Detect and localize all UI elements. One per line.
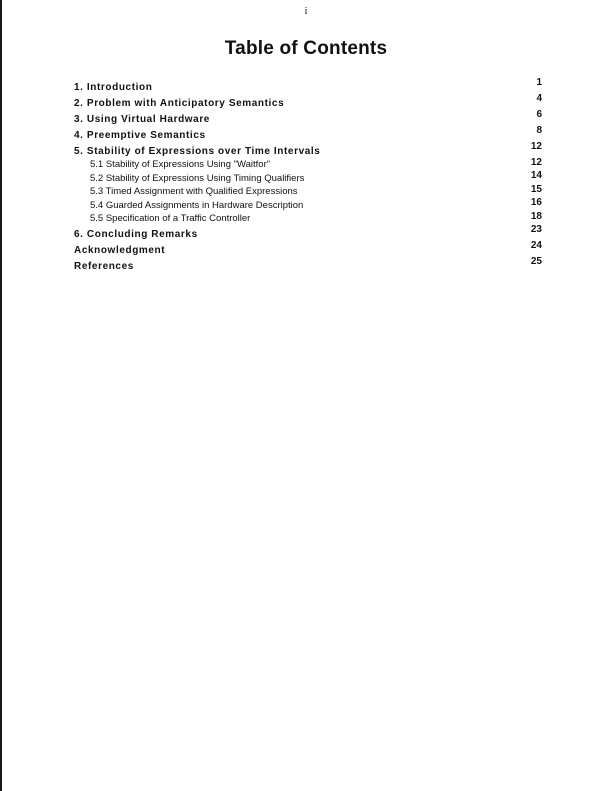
toc-entry-page: 4	[536, 93, 542, 104]
toc-subentry-5-5	[74, 211, 542, 224]
toc-entry-page: 15	[530, 183, 542, 195]
toc-subentry-5-1	[74, 157, 542, 170]
toc-subentry-5-2	[74, 170, 542, 183]
toc-entry-concluding-remarks	[74, 224, 542, 240]
toc-entry-page: 23	[530, 223, 542, 235]
toc-entry-label: 3. Using Virtual Hardware	[74, 114, 210, 125]
toc-entry-label: References	[74, 260, 134, 272]
toc-list	[74, 77, 542, 272]
toc-entry-page: 6	[536, 109, 542, 120]
toc-entry-page: 16	[530, 197, 542, 209]
toc-entry-stability	[74, 141, 542, 157]
page-number: i	[304, 6, 308, 17]
toc-entry-problem-anticipatory	[74, 93, 542, 109]
toc-entry-label: 2. Problem with Anticipatory Semantics	[74, 98, 285, 109]
toc-entry-page: 14	[530, 170, 542, 182]
toc-entry-label: 5.4 Guarded Assignments in Hardware Description	[90, 199, 304, 211]
toc-entry-references	[74, 256, 542, 272]
toc-entry-label: 5.2 Stability of Expressions Using Timing Qualifiers	[90, 172, 305, 184]
toc-entry-preemptive-semantics	[74, 125, 542, 141]
toc-entry-page: 8	[536, 125, 542, 136]
toc-entry-virtual-hardware	[74, 109, 542, 125]
toc-subentry-5-3	[74, 184, 542, 197]
toc-entry-page: 24	[530, 239, 542, 251]
toc-entry-page: 12	[530, 141, 542, 152]
toc-entry-label: Acknowledgment	[74, 244, 166, 256]
toc-entry-page: 12	[530, 157, 542, 168]
toc-entry-label: 5.3 Timed Assignment with Qualified Expressions	[90, 186, 298, 198]
toc-entry-page: 25	[530, 255, 542, 267]
toc-entry-label: 6. Concluding Remarks	[74, 228, 198, 240]
toc-entry-label: 4. Preemptive Semantics	[74, 130, 206, 141]
toc-entry-label: 1. Introduction	[74, 82, 153, 93]
toc-entry-label: 5. Stability of Expressions over Time Intervals	[74, 146, 321, 157]
page-title: Table of Contents	[224, 38, 388, 59]
scan-left-edge	[0, 0, 2, 791]
toc-entry-introduction	[74, 77, 542, 93]
toc-entry-page: 18	[530, 210, 542, 222]
toc-subentry-5-4	[74, 197, 542, 210]
toc-entry-label: 5.1 Stability of Expressions Using "Waitfor"	[90, 159, 271, 171]
toc-entry-label: 5.5 Specification of a Traffic Controller	[90, 212, 251, 224]
toc-entry-acknowledgment	[74, 240, 542, 256]
toc-entry-page: 1	[536, 77, 542, 88]
